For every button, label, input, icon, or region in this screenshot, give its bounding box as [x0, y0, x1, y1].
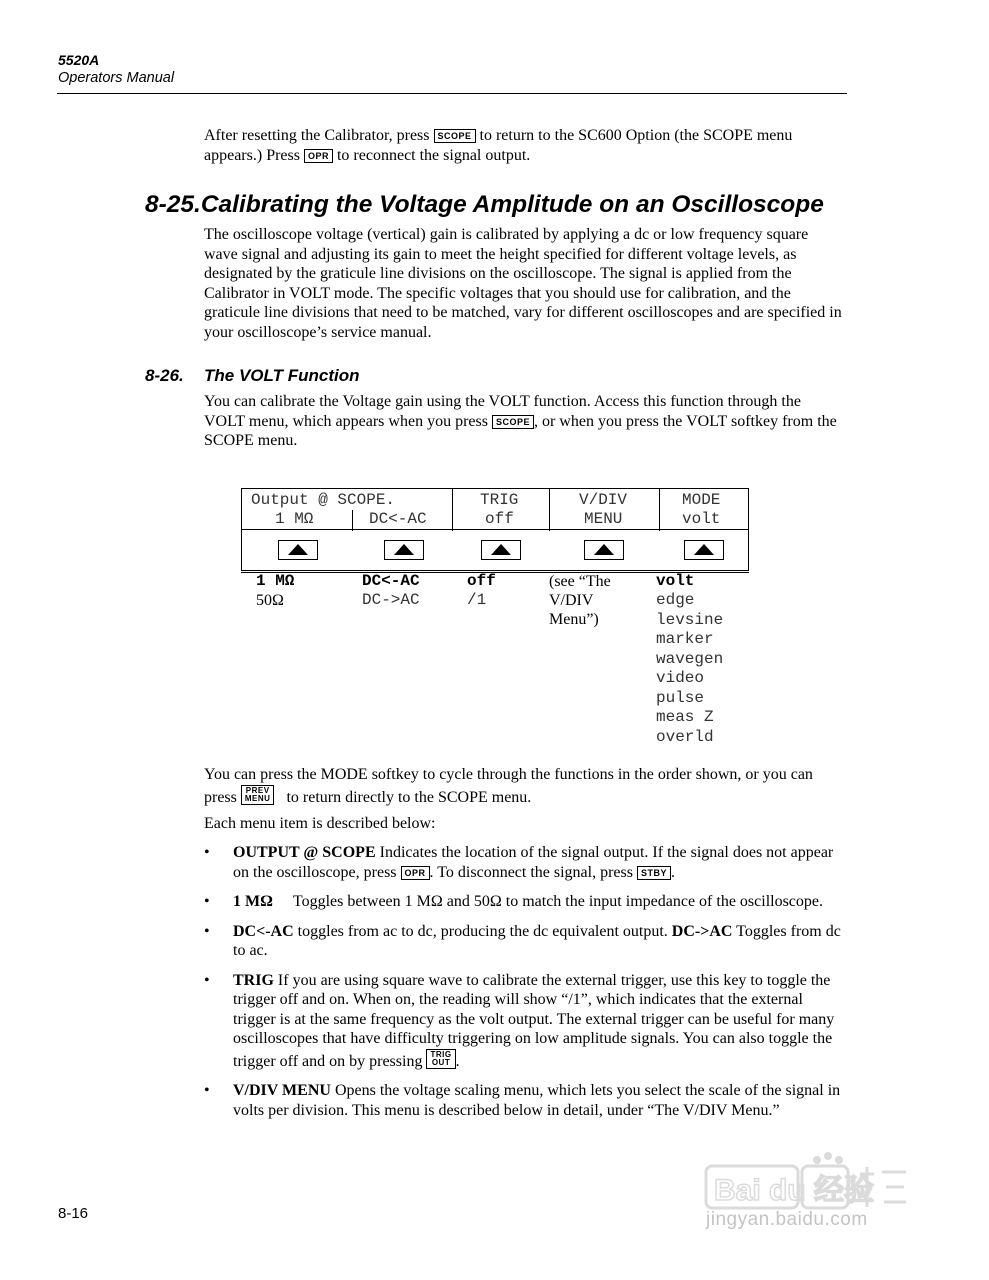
lcd-vdiv-value: MENU [584, 510, 623, 528]
watermark-logo-icon [700, 1152, 950, 1262]
softkey-2[interactable] [384, 540, 424, 560]
each-item-text: Each menu item is described below: [204, 815, 436, 832]
lcd-divider [452, 489, 453, 531]
lcd-vdiv-label: V/DIV [579, 491, 628, 509]
bullet-icon: • [204, 893, 210, 910]
lcd-impedance-label: 1 MΩ [275, 510, 314, 528]
lcd-output-label: Output @ SCOPE. [251, 491, 396, 509]
intro-text-1: After resetting the Calibrator, press [204, 127, 434, 144]
intro-text-2: to return to the SC600 Option (the SCOPE menu appears.) Press [204, 127, 793, 164]
option-item: video [656, 669, 705, 687]
option-item: edge [656, 591, 695, 609]
option-item: meas Z [656, 708, 714, 726]
option-item: off [467, 572, 496, 590]
softkey-4[interactable] [584, 540, 624, 560]
bullet-text: . To disconnect the signal, press [429, 863, 637, 881]
header-subtitle: Operators Manual [58, 70, 175, 86]
section-body [204, 225, 844, 342]
watermark-logo-text: Bai du 经验 [714, 1174, 875, 1207]
bullet-term: OUTPUT @ SCOPE [233, 844, 376, 861]
list-item [204, 1081, 844, 1120]
subsection-text-1: You can calibrate the Voltage gain using the VOLT function. Access this function through the VOLT menu, which appears when you press [204, 393, 801, 430]
up-arrow-icon [394, 544, 414, 555]
section-title: Calibrating the Voltage Amplitude on an Oscilloscope [200, 191, 824, 218]
list-item [204, 843, 844, 882]
intro-text-3: to reconnect the signal output. [332, 146, 531, 164]
option-item: levsine [656, 611, 724, 629]
lcd-trig-label: TRIG [480, 491, 519, 509]
option-item: 50Ω [256, 592, 284, 609]
list-item [204, 971, 844, 1072]
option-item: (see “The [549, 573, 611, 590]
opr-key: OPR [401, 866, 430, 880]
menu-item-list [204, 843, 844, 1130]
softkey-3[interactable] [481, 540, 521, 560]
mode-paragraph [204, 765, 844, 807]
bullet-term: DC->AC [671, 922, 733, 940]
list-item [204, 922, 844, 961]
bullet-icon: • [204, 971, 210, 989]
option-item: DC<-AC [362, 572, 420, 590]
key-line: PREV [245, 785, 270, 795]
bullet-text: Toggles from dc to ac. [233, 922, 841, 959]
header-rule [57, 93, 847, 94]
softkey-5[interactable] [684, 540, 724, 560]
lcd-display [241, 488, 749, 531]
mode-text-2: to return directly to the SCOPE menu. [282, 788, 532, 806]
header-model: 5520A [58, 52, 100, 68]
lcd-coupling-label: DC<-AC [369, 510, 427, 528]
option-item: pulse [656, 689, 705, 707]
page-number: 8-16 [58, 1205, 89, 1222]
bullet-icon: • [204, 922, 210, 940]
scope-key-2: SCOPE [492, 415, 534, 429]
each-item-line [204, 814, 844, 834]
mode-text-1: You can press the MODE softkey to cycle through the functions in the order shown, or you can press [204, 766, 813, 806]
prev-menu-key [241, 785, 275, 805]
up-arrow-icon [694, 544, 714, 555]
option-item: V/DIV [549, 592, 594, 609]
softkey-1[interactable] [278, 540, 318, 560]
lcd-trig-value: off [485, 510, 514, 528]
lcd-divider [659, 489, 660, 531]
bullet-icon: • [204, 844, 210, 861]
option-item: marker [656, 630, 714, 648]
subsection-text-2: , or when you press the VOLT softkey from the SCOPE menu. [204, 412, 837, 449]
key-line: TRIG [430, 1049, 452, 1059]
option-item: volt [656, 572, 695, 590]
option-item: DC->AC [362, 591, 420, 609]
bullet-text: . [671, 863, 675, 881]
intro-paragraph [204, 126, 844, 165]
list-item [204, 892, 844, 912]
bullet-icon: • [204, 1082, 210, 1099]
lcd-mode-value: volt [682, 510, 721, 528]
option-item: overld [656, 728, 714, 746]
lcd-divider [549, 489, 550, 531]
softkey-row [241, 529, 749, 571]
bullet-term: DC<-AC [233, 922, 294, 940]
key-line: OUT [431, 1057, 451, 1067]
option-item: /1 [467, 591, 487, 609]
bullet-term: 1 MΩ [233, 893, 273, 910]
lcd-mode-label: MODE [682, 491, 721, 509]
up-arrow-icon [288, 544, 308, 555]
bullet-text: Indicates the location of the signal output. If the signal does not appear on the oscilloscope, press [233, 844, 834, 881]
option-item: Menu”) [549, 611, 599, 628]
bullet-text: If you are using square wave to calibrate the external trigger, use this key to toggle the trigger off and on. When on, the reading will show “/1”, which indicates that the external trigger is at the same frequency as the volt output. The external trigger can be useful for many oscilloscopes that have difficulty triggering on low amplitude signals. You can also toggle the trigger off and on by pressing [233, 971, 835, 1070]
scope-key: SCOPE [434, 129, 476, 143]
key-line: MENU [244, 793, 271, 803]
up-arrow-icon [594, 544, 614, 555]
bullet-text: toggles from ac to dc, producing the dc equivalent output. [293, 922, 672, 940]
bullet-text: . [455, 1052, 460, 1070]
option-item: 1 MΩ [256, 572, 295, 590]
subsection-body [204, 392, 844, 451]
section-heading [145, 191, 824, 219]
bullet-term: V/DIV MENU [233, 1082, 331, 1099]
lcd-divider [352, 510, 353, 531]
option-item: wavegen [656, 650, 724, 668]
up-arrow-icon [491, 544, 511, 555]
subsection-number: 8-26. [145, 366, 184, 385]
watermark-url: jingyan.baidu.com [706, 1209, 868, 1230]
subsection-heading [145, 366, 360, 386]
subsection-title: The VOLT Function [204, 366, 360, 385]
stby-key: STBY [637, 866, 671, 880]
trig-out-key [426, 1049, 455, 1069]
section-number: 8-25. [145, 191, 201, 218]
section-body-text: The oscilloscope voltage (vertical) gain is calibrated by applying a dc or low frequency square wave signal and adjusting its gain to meet the height specified for different voltage levels, as designated by the graticule line divisions on the oscilloscope. The signal is applied from the Calibrator in VOLT mode. The specific voltages that you should use for calibration, and the graticule line divisions that need to be matched, vary for different oscilloscopes and are specified in your oscilloscope’s service manual. [204, 226, 842, 341]
bullet-term: TRIG [233, 971, 274, 989]
bullet-text: Toggles between 1 MΩ and 50Ω to match the input impedance of the oscilloscope. [292, 893, 824, 910]
bullet-text: Opens the voltage scaling menu, which lets you select the scale of the signal in volts per division. This menu is described below in detail, under “The V/DIV Menu.” [233, 1082, 841, 1119]
opr-key: OPR [304, 149, 333, 163]
